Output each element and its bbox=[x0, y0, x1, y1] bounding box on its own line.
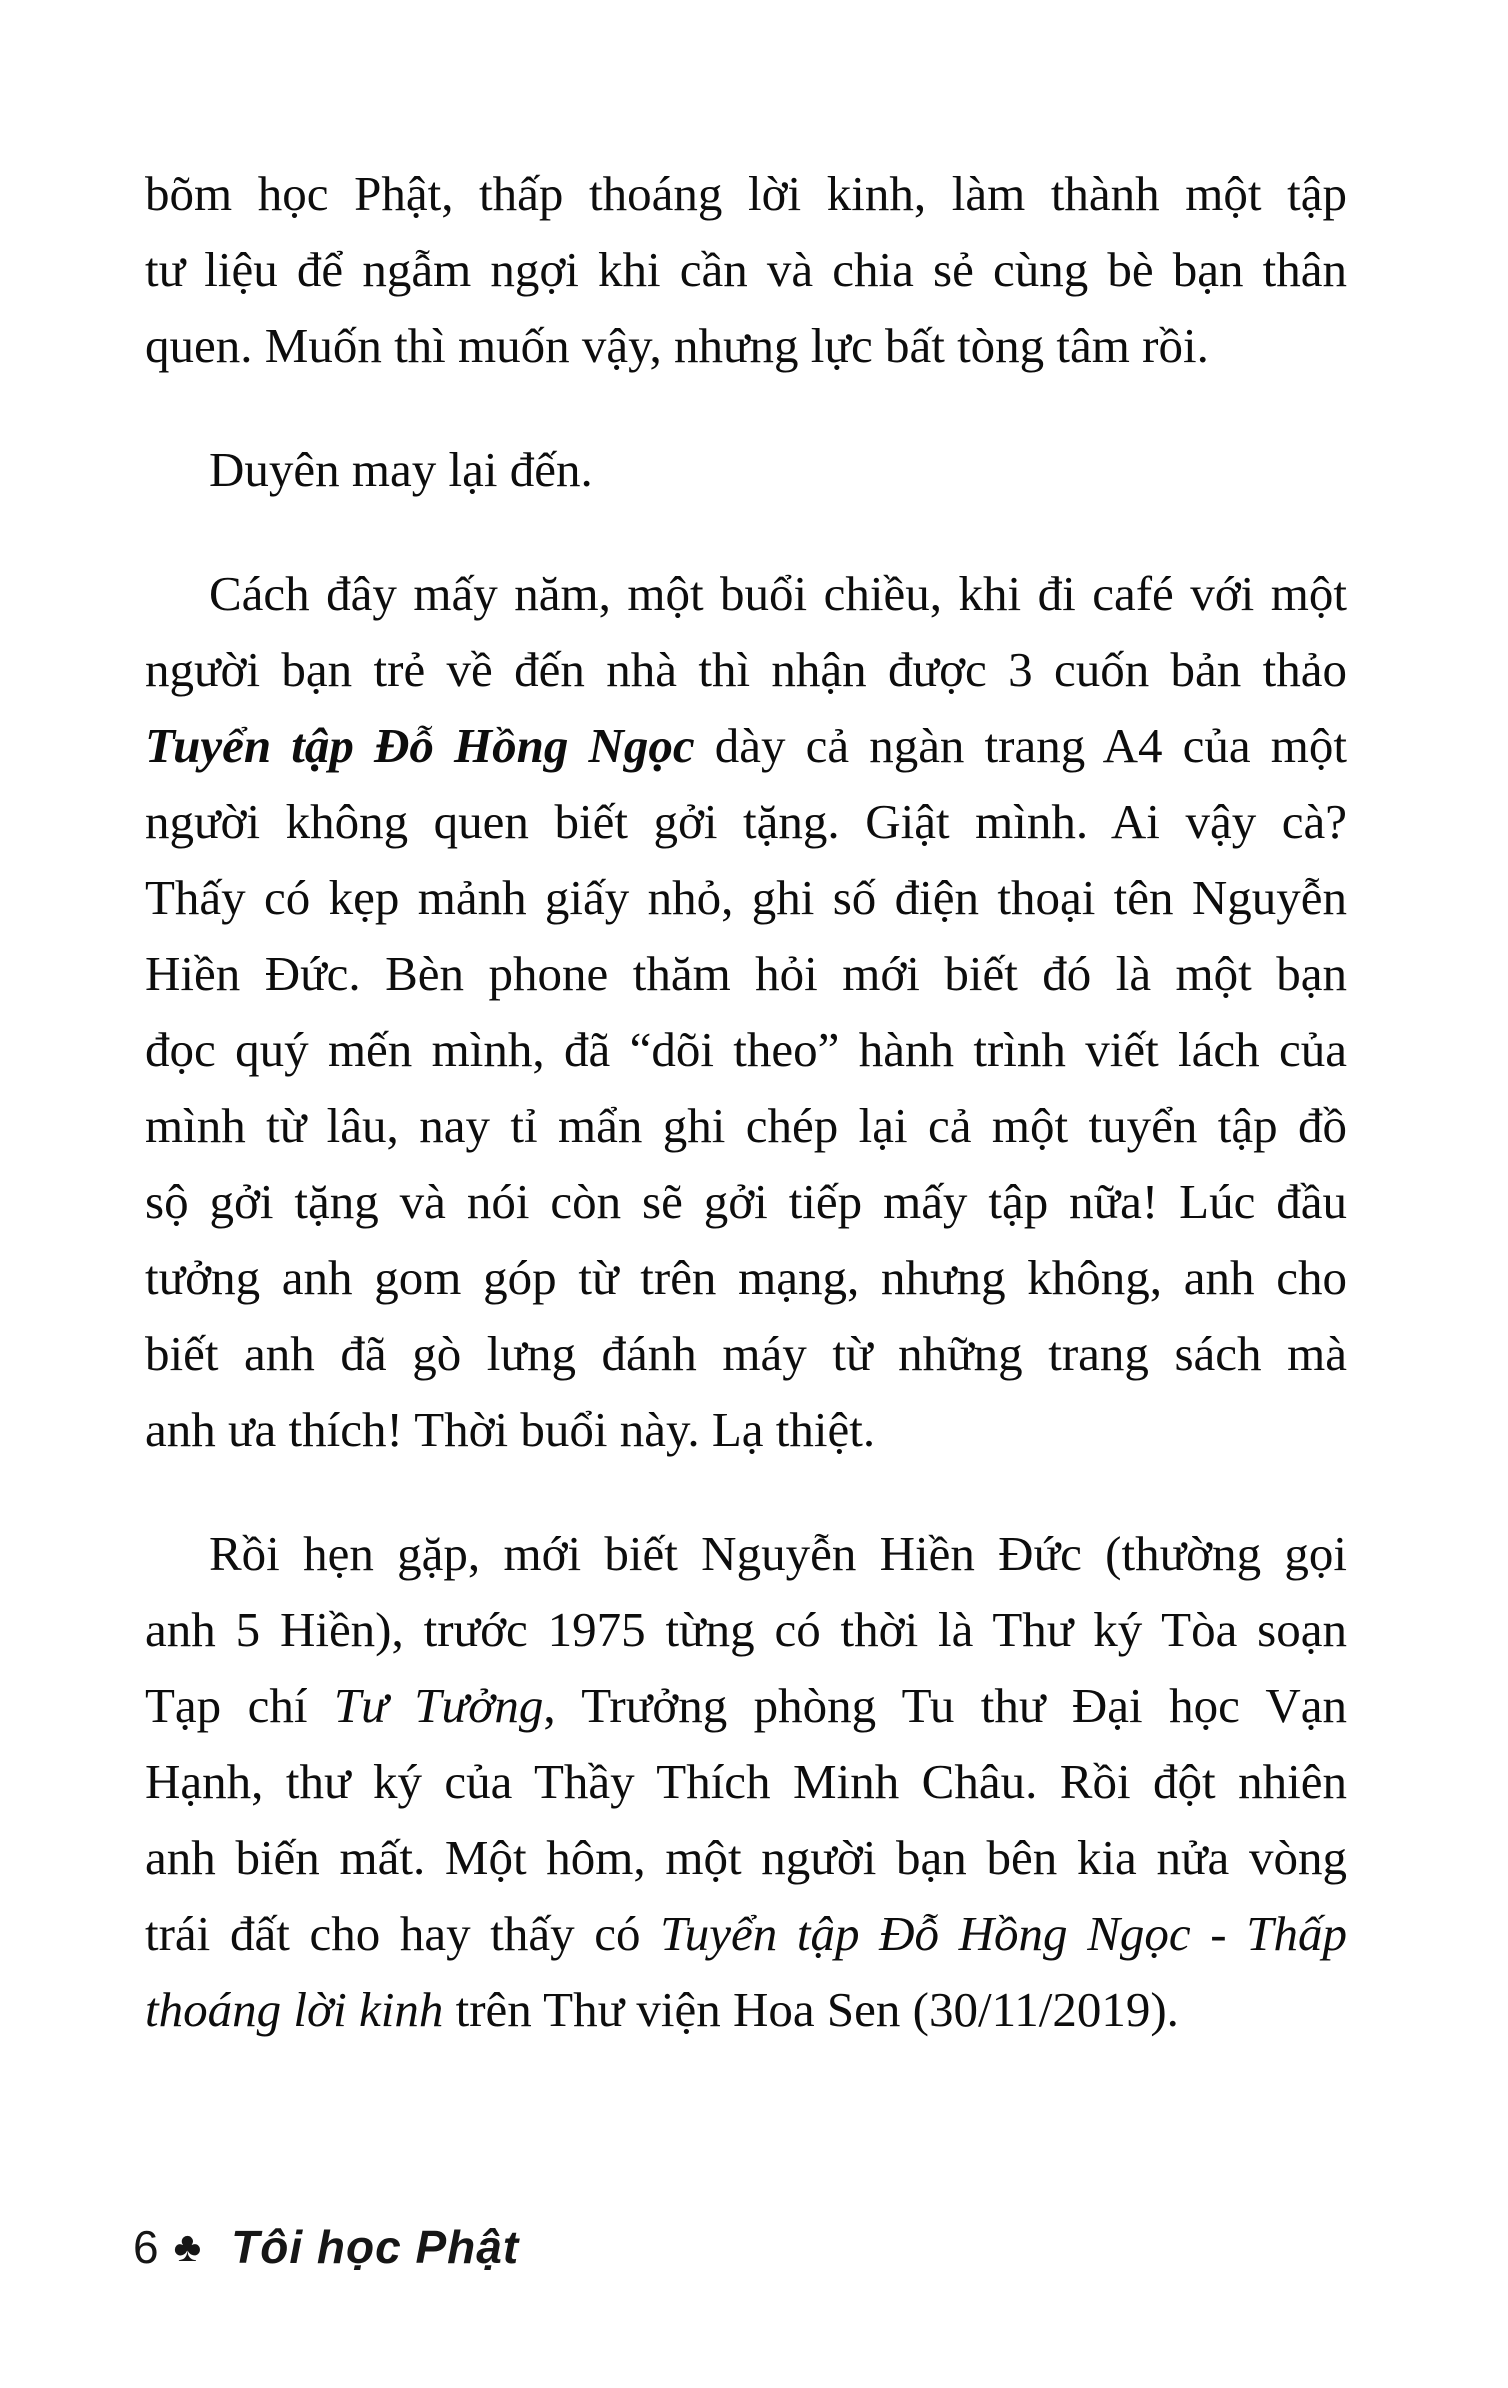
text-line bbox=[145, 1592, 1347, 1668]
text-line bbox=[145, 1012, 1347, 1088]
paragraph bbox=[145, 432, 1347, 508]
text-segment: người không quen biết gởi tặng. Giật mình. Ai vậy cà? bbox=[145, 794, 1347, 849]
text-line bbox=[145, 1316, 1347, 1392]
text-line bbox=[145, 1668, 1347, 1744]
text-line bbox=[145, 1820, 1347, 1896]
text-line bbox=[145, 632, 1347, 708]
text-line bbox=[145, 936, 1347, 1012]
page-text bbox=[145, 156, 1347, 2048]
text-line bbox=[145, 1164, 1347, 1240]
text-line bbox=[145, 1744, 1347, 1820]
text-segment: mình từ lâu, nay tỉ mẩn ghi chép lại cả một tuyển tập đồ bbox=[145, 1098, 1347, 1153]
text-line bbox=[145, 232, 1347, 308]
text-segment: anh 5 Hiền), trước 1975 từng có thời là Thư ký Tòa soạn bbox=[145, 1602, 1347, 1657]
text-line bbox=[145, 860, 1347, 936]
text-segment: anh biến mất. Một hôm, một người bạn bên kia nửa vòng bbox=[145, 1830, 1347, 1885]
text-segment: đọc quý mến mình, đã “dõi theo” hành trình viết lách của bbox=[145, 1022, 1347, 1077]
text-segment: Thấy có kẹp mảnh giấy nhỏ, ghi số điện thoại tên Nguyễn bbox=[145, 870, 1347, 925]
paragraph bbox=[145, 1516, 1347, 2048]
text-segment: người bạn trẻ về đến nhà thì nhận được 3 cuốn bản thảo bbox=[145, 642, 1347, 697]
page-footer bbox=[133, 2220, 519, 2274]
page-number: 6 bbox=[133, 2221, 160, 2273]
text-segment: biết anh đã gò lưng đánh máy từ những trang sách mà bbox=[145, 1326, 1347, 1381]
paragraph bbox=[145, 156, 1347, 384]
text-segment: , Trưởng phòng Tu thư Đại học Vạn bbox=[543, 1678, 1347, 1733]
text-segment: trên Thư viện Hoa Sen (30/11/2019). bbox=[443, 1982, 1179, 2037]
text-line bbox=[145, 1240, 1347, 1316]
paragraph bbox=[145, 556, 1347, 1468]
text-segment: Hạnh, thư ký của Thầy Thích Minh Châu. Rồi đột nhiên bbox=[145, 1754, 1347, 1809]
text-segment: Rồi hẹn gặp, mới biết Nguyễn Hiền Đức (thường gọi bbox=[209, 1526, 1347, 1581]
book-title: Tôi học Phật bbox=[231, 2221, 520, 2273]
italic-text: Tư Tưởng bbox=[333, 1678, 544, 1733]
text-line bbox=[145, 784, 1347, 860]
text-line bbox=[145, 1972, 1347, 2048]
club-icon: ♣ bbox=[173, 2223, 202, 2270]
text-segment: Hiền Đức. Bèn phone thăm hỏi mới biết đó là một bạn bbox=[145, 946, 1347, 1001]
text-segment: tưởng anh gom góp từ trên mạng, nhưng không, anh cho bbox=[145, 1250, 1347, 1305]
text-line bbox=[145, 1392, 1347, 1468]
text-line bbox=[145, 1516, 1347, 1592]
text-segment: tư liệu để ngẫm ngợi khi cần và chia sẻ cùng bè bạn thân bbox=[145, 242, 1347, 297]
text-segment: bõm học Phật, thấp thoáng lời kinh, làm thành một tập bbox=[145, 166, 1347, 221]
text-line bbox=[145, 1896, 1347, 1972]
text-segment: Duyên may lại đến. bbox=[209, 442, 593, 497]
text-line bbox=[145, 708, 1347, 784]
text-segment: Tạp chí bbox=[145, 1678, 334, 1733]
text-line bbox=[145, 1088, 1347, 1164]
book-title-emphasis: Tuyển tập Đỗ Hồng Ngọc bbox=[145, 718, 695, 773]
text-segment: Cách đây mấy năm, một buổi chiều, khi đi café với một bbox=[209, 566, 1347, 621]
text-line bbox=[145, 432, 1347, 508]
italic-text: thoáng lời kinh bbox=[145, 1982, 444, 2037]
text-line bbox=[145, 308, 1347, 384]
text-segment: quen. Muốn thì muốn vậy, nhưng lực bất tòng tâm rồi. bbox=[145, 318, 1209, 373]
text-line bbox=[145, 156, 1347, 232]
italic-text: Tuyển tập Đỗ Hồng Ngọc - Thấp bbox=[660, 1906, 1348, 1961]
text-segment: trái đất cho hay thấy có bbox=[145, 1906, 661, 1961]
text-segment: dày cả ngàn trang A4 của một bbox=[694, 718, 1347, 773]
text-segment: anh ưa thích! Thời buổi này. Lạ thiệt. bbox=[145, 1402, 876, 1457]
text-line bbox=[145, 556, 1347, 632]
text-segment: sộ gởi tặng và nói còn sẽ gởi tiếp mấy tập nữa! Lúc đầu bbox=[145, 1174, 1347, 1229]
